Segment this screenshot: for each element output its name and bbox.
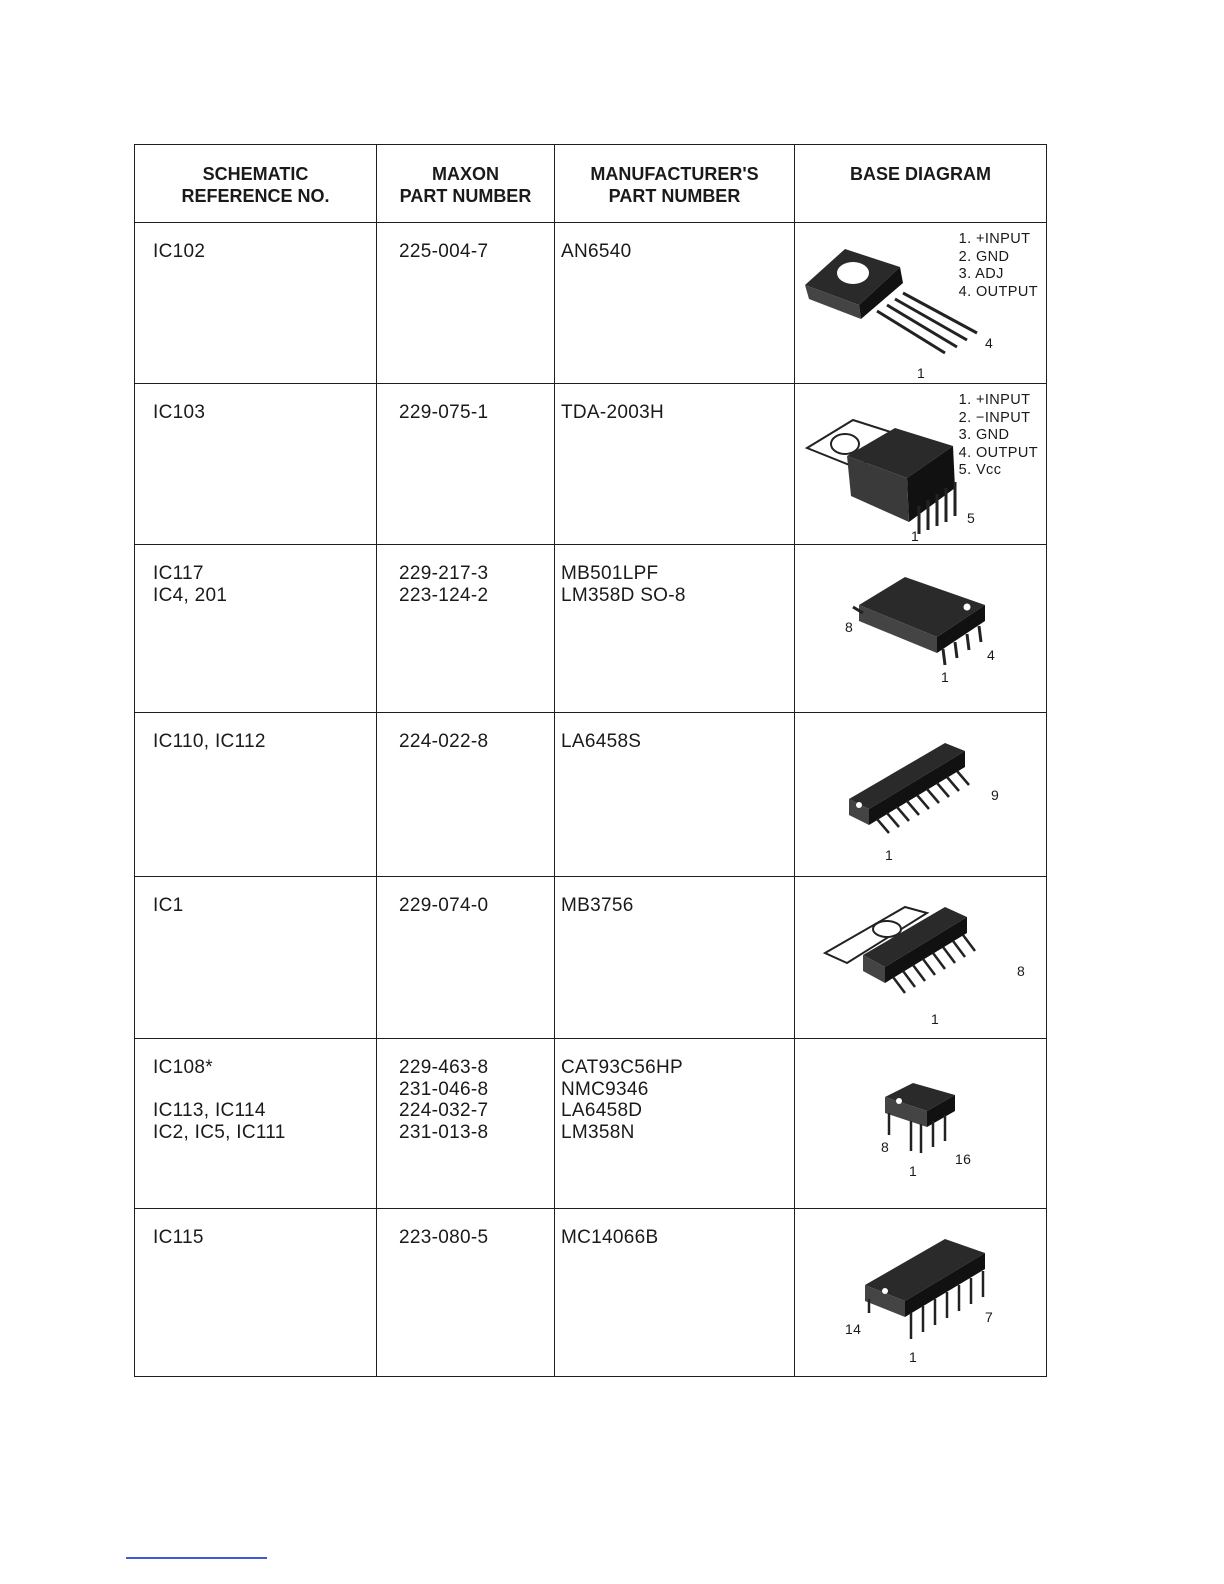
pin-label: 1 bbox=[909, 1163, 918, 1179]
maxon-cell: 224-022-8 bbox=[377, 713, 555, 877]
sip8-heatsink-ic-icon bbox=[795, 877, 1047, 1039]
header-base-diagram: BASE DIAGRAM bbox=[795, 145, 1047, 223]
pin-label: 1 bbox=[917, 365, 926, 381]
maxon-cell: 229-074-0 bbox=[377, 877, 555, 1039]
pin-label: 1 bbox=[909, 1349, 918, 1365]
so8-ic-icon bbox=[795, 545, 1047, 713]
table-row bbox=[135, 1039, 1047, 1209]
pin-list: 1. +INPUT 2. −INPUT 3. GND 4. OUTPUT 5. Vcc bbox=[958, 392, 1038, 478]
ref-cell: IC103 bbox=[135, 384, 377, 545]
ref-cell: IC117 IC4, 201 bbox=[135, 545, 377, 713]
mfr-cell: LA6458S bbox=[555, 713, 795, 877]
pin-label: 1 bbox=[911, 528, 920, 544]
maxon-cell: 229-075-1 bbox=[377, 384, 555, 545]
table-row bbox=[135, 545, 1047, 713]
diagram-cell bbox=[795, 1039, 1047, 1209]
table-row bbox=[135, 384, 1047, 545]
mfr-cell: AN6540 bbox=[555, 223, 795, 384]
maxon-cell: 223-080-5 bbox=[377, 1209, 555, 1377]
header-maxon-part: MAXON PART NUMBER bbox=[377, 145, 555, 223]
diagram-cell bbox=[795, 384, 1047, 545]
ref-cell: IC115 bbox=[135, 1209, 377, 1377]
mfr-cell: MC14066B bbox=[555, 1209, 795, 1377]
maxon-cell: 225-004-7 bbox=[377, 223, 555, 384]
pin-label: 7 bbox=[985, 1309, 994, 1325]
diagram-cell bbox=[795, 545, 1047, 713]
header-manufacturer-part: MANUFACTURER'S PART NUMBER bbox=[555, 145, 795, 223]
diagram-cell bbox=[795, 877, 1047, 1039]
pin-label: 14 bbox=[845, 1321, 862, 1337]
mfr-cell: CAT93C56HP NMC9346 LA6458D LM358N bbox=[555, 1039, 795, 1209]
pin-label: 16 bbox=[955, 1151, 972, 1167]
table-header-row bbox=[135, 145, 1047, 223]
mfr-cell: MB501LPF LM358D SO-8 bbox=[555, 545, 795, 713]
maxon-cell: 229-463-8 231-046-8 224-032-7 231-013-8 bbox=[377, 1039, 555, 1209]
sip9-ic-icon bbox=[795, 713, 1047, 877]
pin-label: 8 bbox=[845, 619, 854, 635]
table-row bbox=[135, 713, 1047, 877]
table-row bbox=[135, 1209, 1047, 1377]
footer-line bbox=[126, 1557, 267, 1559]
ref-cell: IC1 bbox=[135, 877, 377, 1039]
pin-label: 4 bbox=[985, 335, 994, 351]
pin-label: 9 bbox=[991, 787, 1000, 803]
pin-label: 8 bbox=[881, 1139, 890, 1155]
diagram-cell bbox=[795, 1209, 1047, 1377]
dip8-ic-icon bbox=[795, 1039, 1047, 1209]
table-row bbox=[135, 223, 1047, 384]
ref-cell: IC110, IC112 bbox=[135, 713, 377, 877]
dip14-ic-icon bbox=[795, 1209, 1047, 1377]
ref-cell: IC108* IC113, IC114 IC2, IC5, IC111 bbox=[135, 1039, 377, 1209]
ic-parts-table bbox=[134, 144, 1047, 1377]
diagram-cell bbox=[795, 223, 1047, 384]
diagram-cell bbox=[795, 713, 1047, 877]
pin-label: 1 bbox=[931, 1011, 940, 1027]
table-row bbox=[135, 877, 1047, 1039]
pin-label: 5 bbox=[967, 510, 976, 526]
pin-list: 1. +INPUT 2. GND 3. ADJ 4. OUTPUT bbox=[958, 231, 1038, 300]
header-schematic-ref: SCHEMATIC REFERENCE NO. bbox=[135, 145, 377, 223]
pin-label: 1 bbox=[941, 669, 950, 685]
mfr-cell: TDA-2003H bbox=[555, 384, 795, 545]
ref-cell: IC102 bbox=[135, 223, 377, 384]
pin-label: 8 bbox=[1017, 963, 1026, 979]
pin-label: 1 bbox=[885, 847, 894, 863]
pin-label: 4 bbox=[987, 647, 996, 663]
maxon-cell: 229-217-3 223-124-2 bbox=[377, 545, 555, 713]
mfr-cell: MB3756 bbox=[555, 877, 795, 1039]
